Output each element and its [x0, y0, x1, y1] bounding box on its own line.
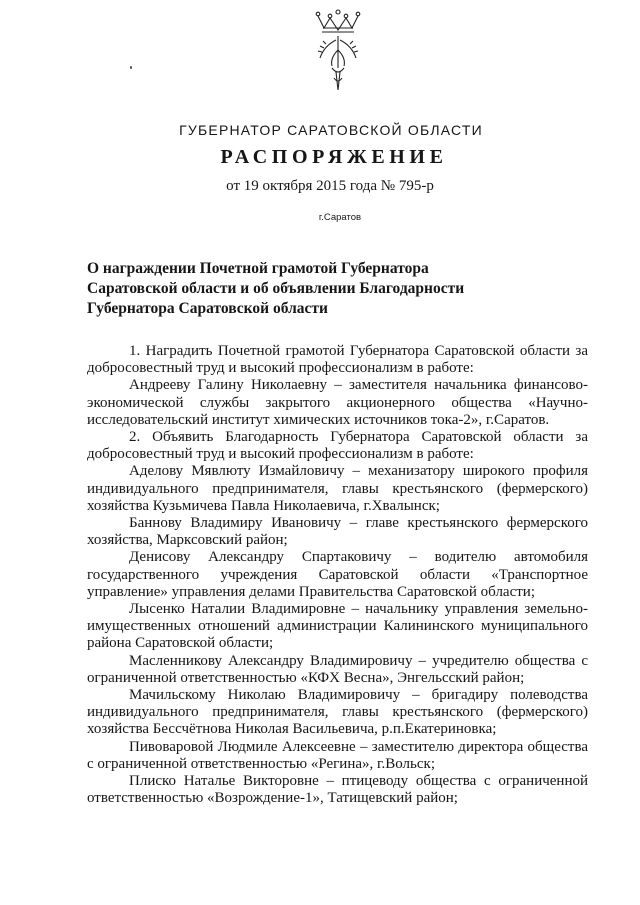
body-paragraph: Денисову Александру Спартаковичу – водителю автомобиля государственного учреждения Саратовской области «Транспортное управление» управления делами Правительства Саратовской области;	[87, 549, 588, 600]
body-paragraph: Лысенко Наталии Владимировне – начальнику управления земельно-имущественных отношений администрации Калининского муниципального района Саратовской области;	[87, 601, 588, 652]
scan-speck	[130, 66, 132, 69]
document-date-number: от 19 октября 2015 года № 795-р	[226, 178, 434, 194]
document-city: г.Саратов	[318, 212, 362, 223]
body-paragraph: Мачильскому Николаю Владимировичу – бригадиру полеводства индивидуального предпринимателя, главы крестьянского (фермерского) хозяйства Бессчётнова Николая Васильевича, р.п.Екатериновка;	[87, 687, 588, 738]
issuer-title: ГУБЕРНАТОР САРАТОВСКОЙ ОБЛАСТИ	[179, 122, 483, 138]
body-paragraph: Пивоваровой Людмиле Алексеевне – заместителю директора общества с ограниченной ответственностью «Регина», г.Вольск;	[87, 738, 588, 772]
document-subject	[87, 259, 487, 319]
body-paragraph: 2. Объявить Благодарность Губернатора Саратовской области за добросовестный труд и высокий профессионализм в работе:	[87, 429, 588, 463]
body-paragraph: Плиско Наталье Викторовне – птицеводу общества с ограниченной ответственностью «Возрождение-1», Татищевский район;	[87, 773, 588, 807]
body-paragraph: Баннову Владимиру Ивановичу – главе крестьянского фермерского хозяйства, Марксовский район;	[87, 515, 588, 549]
body-paragraph: Андрееву Галину Николаевну – заместителя начальника финансово-экономической службы закрытого акционерного общества «Научно-исследовательский институт химических источников тока-2», г.Саратов.	[87, 377, 588, 428]
document-body	[87, 343, 588, 807]
document-type-title: РАСПОРЯЖЕНИЕ	[220, 146, 448, 168]
subject-line: Губернатора Саратовской области	[87, 300, 328, 317]
subject-line: Саратовской области и об объявлении Благодарности	[87, 280, 465, 297]
coat-of-arms-emblem	[310, 6, 366, 96]
subject-line: О награждении Почетной грамотой Губернатора	[87, 260, 429, 277]
body-paragraph: Аделову Мявлюту Измайловичу – механизатору широкого профиля индивидуального предпринимателя, главы крестьянского (фермерского) хозяйства Кузьмичева Павла Николаевича, г.Хвалынск;	[87, 463, 588, 514]
body-paragraph: 1. Наградить Почетной грамотой Губернатора Саратовской области за добросовестный труд и высокий профессионализм в работе:	[87, 343, 588, 377]
body-paragraph: Масленникову Александру Владимировичу – учредителю общества с ограниченной ответственностью «КФХ Весна», Энгельсский район;	[87, 652, 588, 686]
